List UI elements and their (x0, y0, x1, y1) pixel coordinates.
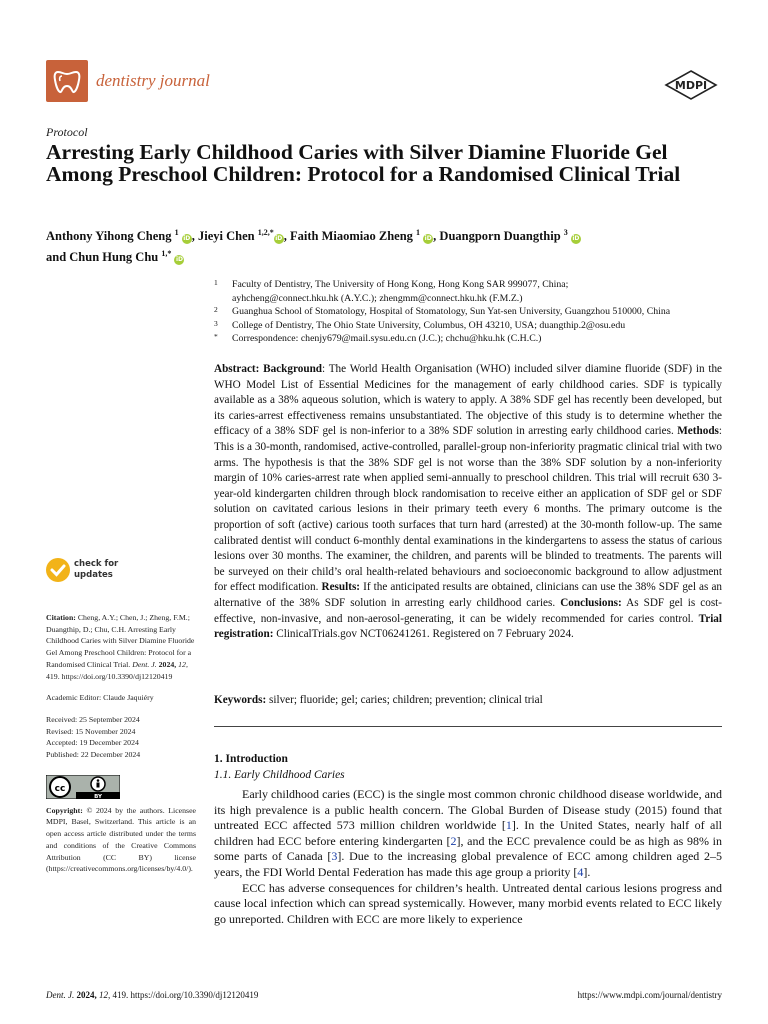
orcid-icon[interactable]: iD (424, 235, 432, 243)
reference-link[interactable]: 3 (331, 849, 338, 864)
publisher-name: MDPI (674, 79, 708, 92)
keywords (214, 693, 722, 708)
check-for-updates-button[interactable] (46, 558, 166, 584)
published-date: Published: 22 December 2024 (46, 750, 141, 760)
svg-text:cc: cc (54, 783, 66, 794)
author-name[interactable]: Jieyi Chen (198, 229, 255, 244)
orcid-icon[interactable]: iD (572, 235, 580, 243)
affiliation-item (214, 278, 734, 305)
background-label: Background (263, 363, 323, 375)
affiliation-number: 1 (214, 278, 218, 287)
check-updates-icon (46, 558, 70, 582)
background-text: : The World Health Organisation (WHO) included silver diamine fluoride (SDF) in the WHO Model List of Essential Medicines for the management of early childhood caries. SDF is typically available as a 38% aqueous solution, which is watery to apply. A 38% SDF gel has recently been developed, but its caries-arrest effectiveness remains unsubstantiated. The objective of this study is to determine whether the efficacy of a 38% SDF gel is non-inferior to a 38% SDF solution in arresting early childhood caries. (214, 363, 723, 438)
abstract-label: Abstract: (214, 363, 260, 375)
keywords-text: silver; fluoride; gel; caries; children; prevention; clinical trial (266, 694, 543, 706)
author-affiliation-mark: 3 (563, 228, 568, 237)
footer-journal-url[interactable]: https://www.mdpi.com/journal/dentistry (577, 990, 722, 1000)
authors-and: and (46, 250, 67, 265)
cc-by-license-badge[interactable] (46, 775, 120, 799)
author-name[interactable]: Duangporn Duangthip (439, 229, 561, 244)
check-updates-label: check for (74, 559, 119, 569)
author-affiliation-mark: 1,* (161, 249, 172, 259)
affiliation-item (214, 305, 734, 319)
orcid-icon[interactable]: iD (175, 256, 183, 264)
accepted-date: Accepted: 19 December 2024 (46, 738, 139, 748)
trial-registration-text: ClinicalTrials.gov NCT06241261. Registered on 7 February 2024. (273, 628, 574, 641)
orcid-icon[interactable]: iD (183, 235, 191, 243)
author-name[interactable]: Anthony Yihong Cheng (46, 229, 172, 244)
affiliations (214, 278, 734, 346)
journal-name[interactable]: dentistry journal (96, 71, 210, 90)
conclusions-label: Conclusions: (560, 596, 622, 609)
reference-link[interactable]: 4 (577, 864, 584, 879)
footer-citation: Dent. J. 2024, 12, 419. https://doi.org/10.3390/dj12120419 (46, 990, 259, 1000)
affiliation-number: * (214, 332, 218, 342)
abstract (214, 362, 722, 643)
reference-link[interactable]: 2 (450, 833, 457, 848)
paragraph: Early childhood caries (ECC) is the single most common chronic childhood disease worldwide, and its high prevalence is a public health concern. The Global Burden of Disease study (2015) found that untreated ECC affected 573 million children worldwide [1]. In the United States, nearly half of all children had ECC before entering kindergarten [2], and the ECC prevalence could be as high as 98% in some parts of Canada [3]. Due to the increasing global prevalence of ECC among children aged 2–5 years, the FDI World Dental Federation has made this age group a priority [4]. (214, 787, 723, 879)
affiliation-number: 3 (214, 318, 218, 328)
received-date: Received: 25 September 2024 (46, 714, 140, 724)
author-name[interactable]: Chun Hung Chu (69, 250, 159, 265)
affiliation-text: Guanghua School of Stomatology, Hospital of Stomatology, Sun Yat-sen University, Guangzhou 510000, China (232, 306, 671, 318)
methods-text: : This is a 30-month, randomised, active-controlled, parallel-group non-inferiority pragmatic clinical trial with two arms. The hypothesis is that the 38% SDF gel is not worse than the 38% SDF solution by a non-inferiority margin of 10% caries-arrest rate when applied semi-annually to preschool children. This trial will recruit 630 3-year-old kindergarten children through block randomisation to receive either an application of SDF gel or SDF solution on cavitated carious lesions in their primary teeth every 6 months. The primary outcome is the proportion of soft (active) carious tooth surfaces that turn hard (arrested) at the 30-month follow-up. The same calibrated dentist will conduct 6-monthly dental examinations in the kindergartens to assess the status of carious lesions over 30 months. The examiner, the children, and parents will be blinded to treatments. The parents will be surveyed on their child’s oral health-related behaviours and socioeconomic background to allow adjustment for effect modification. (214, 425, 723, 594)
author-affiliation-mark: 1,2,* (257, 228, 274, 237)
article-info-sidebar (46, 612, 196, 875)
academic-editor: Academic Editor: Claude Jaquiéry (46, 693, 154, 703)
correspondence-text[interactable]: Correspondence: chenjy679@mail.sysu.edu.cn (J.C.); chchu@hku.hk (C.H.C.) (232, 333, 542, 345)
conclusions-text: As SDF gel is cost-effective, non-invasive, and non-aerosol-generating, it can be widely recommended for caries control. (214, 596, 723, 625)
reference-link[interactable]: 1 (505, 818, 512, 833)
affiliation-text: College of Dentistry, The Ohio State University, Columbus, OH 43210, USA; duangthip.2@osu.edu (232, 319, 626, 331)
results-text: If the anticipated results are obtained, clinicians can use the 38% SDF gel as an alternative of the 38% SDF solution in arresting early childhood caries. (214, 581, 723, 609)
journal-logo[interactable] (46, 60, 88, 102)
correspondence (214, 332, 734, 346)
affiliation-text: Faculty of Dentistry, The University of Hong Kong, Hong Kong SAR 999077, China; (232, 279, 569, 290)
keywords-label: Keywords: (214, 694, 267, 706)
tooth-icon (46, 60, 88, 102)
introduction-body (214, 787, 722, 927)
citation: Citation: Cheng, A.Y.; Chen, J.; Zheng, F.M.; Duangthip, D.; Chu, C.H. Arresting Early Childhood Caries with Silver Diamine Fluoride Gel Among Preschool Children: Protocol for a Randomised Clinical Trial. Dent. J. 2024, 12, 419. https://doi.org/10.3390/dj12120419 (46, 613, 195, 681)
cc-by-label: BY (94, 793, 102, 799)
author-list: Anthony Yihong Cheng $^1$ iD, Jieyi Chen $^{1,2,*}$iD, Faith Miaomiao Zheng $^1$ iD, Duangporn Duangthip $^3$ iD and Chun Hung Chu $^{1,*}$ iD (46, 228, 580, 265)
trial-registration-label: Trial registration: (214, 612, 723, 641)
methods-label: Methods (677, 425, 719, 438)
orcid-icon[interactable]: iD (275, 235, 283, 243)
section-divider (214, 726, 722, 727)
author-affiliation-mark: 1 (174, 228, 179, 237)
article-title: Arresting Early Childhood Caries with Silver Diamine Fluoride Gel Among Preschool Children: Protocol for a Randomised Clinical Trial (46, 140, 681, 186)
copyright-notice: Copyright: © 2024 by the authors. Licensee MDPI, Basel, Switzerland. This article is an open access article distributed under the terms and conditions of the Creative Commons Attribution (CC BY) license (https://creativecommons.org/licenses/by/4.0/). (46, 805, 196, 874)
revised-date: Revised: 15 November 2024 (46, 726, 136, 736)
author-affiliation-mark: 1 (416, 228, 421, 237)
check-updates-label: updates (74, 570, 113, 580)
subsection-heading: 1.1. Early Childhood Caries (214, 769, 345, 781)
mdpi-logo[interactable] (664, 70, 718, 100)
paragraph: ECC has adverse consequences for children’s health. Untreated dental carious lesions progress and cause local infection which can spread systemically. However, many morbid events related to ECC likely go unreported. Children with ECC are more likely to experience (214, 880, 722, 926)
results-label: Results: (321, 581, 361, 594)
affiliation-emails[interactable]: ayhcheng@connect.hku.hk (A.Y.C.); zhengmm@connect.hku.hk (F.M.Z.) (232, 292, 523, 304)
author-name[interactable]: Faith Miaomiao Zheng (290, 229, 413, 244)
article-type: Protocol (46, 125, 88, 139)
section-heading: 1. Introduction (214, 753, 288, 765)
affiliation-item (214, 319, 734, 333)
affiliation-number: 2 (214, 305, 218, 315)
